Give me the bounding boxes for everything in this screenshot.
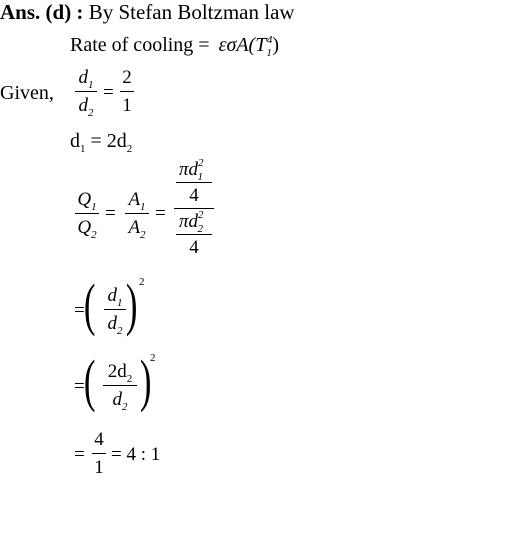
step2-fraction: $2d_2$ $d_2$ — [103, 362, 137, 409]
step3-result: = 4 : 1 — [111, 444, 161, 465]
step2-right-paren: ) — [139, 348, 152, 413]
given-equals: = — [103, 82, 114, 103]
given-rhs-fraction: 2 1 — [120, 68, 134, 115]
answer-text: By Stefan Boltzman law — [88, 0, 295, 24]
step1-fraction: $d_1$ $d_2$ — [104, 286, 126, 333]
step1-left-paren: ( — [83, 272, 96, 337]
compound-bottom-num: $\pi d_{22}$ — [178, 208, 204, 235]
compound-top-num: $\pi d_{21}$ — [178, 156, 204, 183]
compound-top-den: 4 — [189, 185, 199, 206]
rate-formula: $\varepsilon\sigma A(T_1^4)$ — [218, 34, 280, 59]
step1-equals: = — [74, 300, 85, 321]
given-lhs-fraction: $d_1$ $d_2$ — [75, 68, 97, 115]
rate-of-cooling-line — [70, 34, 280, 59]
given-label: Given, — [0, 82, 54, 104]
answer-line — [0, 2, 295, 23]
compound-bottom-den: 4 — [189, 237, 199, 258]
answer-label: Ans. (d) : — [0, 0, 84, 24]
step2-equals: = — [74, 376, 85, 397]
rate-label: Rate of cooling = — [70, 34, 210, 56]
step3-fraction: 4 1 — [92, 430, 106, 477]
step3-equals: = — [74, 444, 85, 465]
q-ratio-equals-2: = — [155, 203, 166, 224]
q-ratio-equals-1: = — [105, 203, 116, 224]
step2-power: 2 — [150, 352, 156, 364]
step1-right-paren: ) — [125, 272, 138, 337]
compound-fraction — [174, 156, 214, 258]
area-ratio-fraction: $A_1$ $A_2$ — [125, 190, 149, 237]
q-ratio-fraction: $Q_1$ $Q_2$ — [75, 190, 99, 237]
d1-equation: $d_1 = 2d_2$ — [70, 130, 133, 155]
step2-left-paren: ( — [83, 348, 96, 413]
step1-power: 2 — [139, 276, 145, 288]
